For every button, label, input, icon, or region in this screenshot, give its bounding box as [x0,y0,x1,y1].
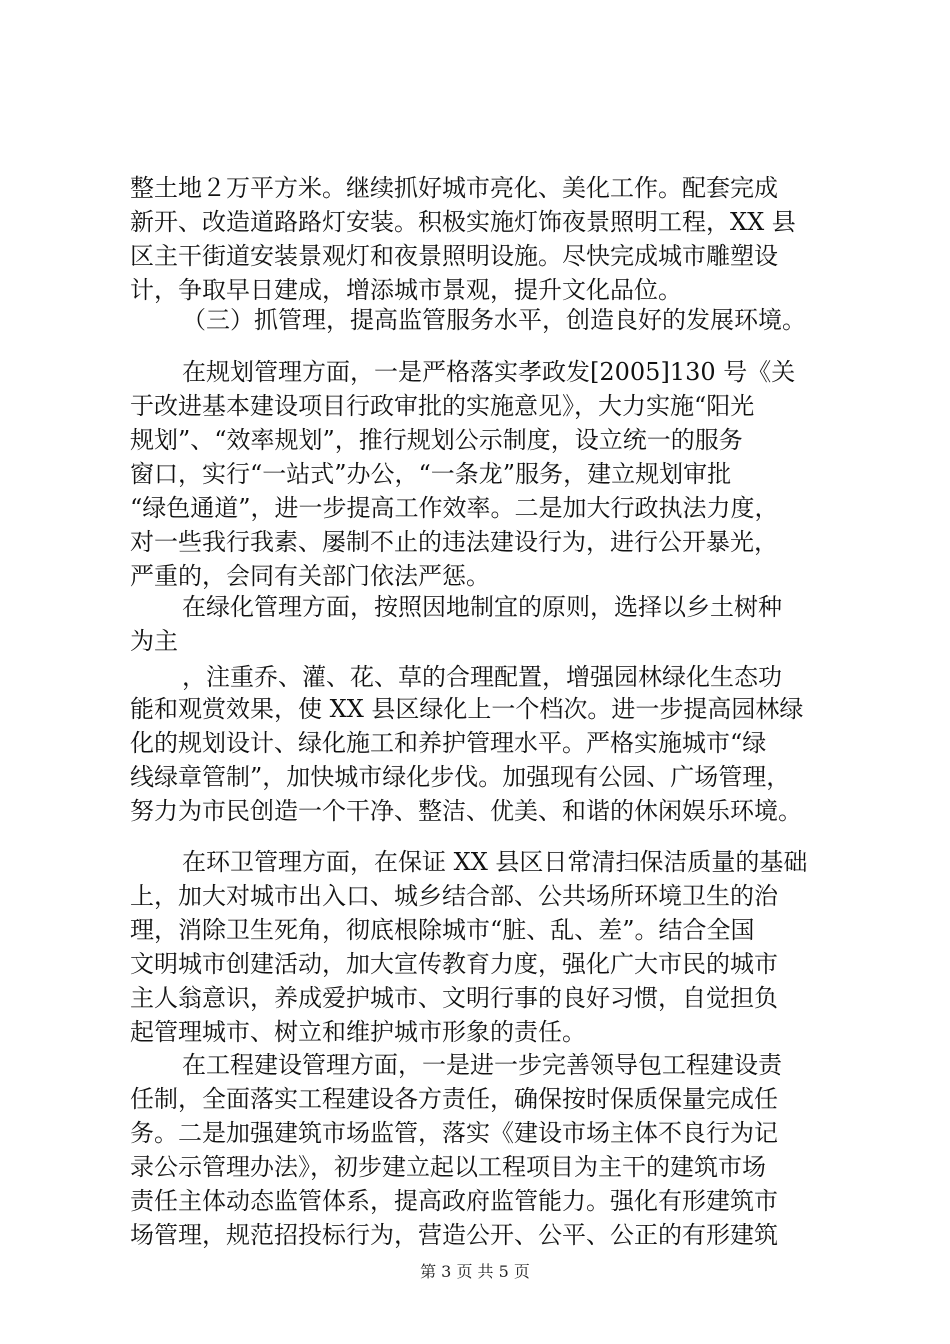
text-line: 于改进基本建设项目行政审批的实施意见》，大力实施“阳光 [130,392,755,420]
text-line: 整土地２万平方米。继续抓好城市亮化、美化工作。配套完成 [130,174,778,202]
text-line: 务。二是加强建筑市场监管，落实《建设市场主体不良行为记 [130,1119,778,1147]
text-line: 文明城市创建活动，加大宣传教育力度，强化广大市民的城市 [130,950,778,978]
text-line: 规划”、“效率规划”，推行规划公示制度，设立统一的服务 [130,426,743,454]
text-line: 线绿章管制”，加快城市绿化步伐。加强现有公园、广场管理， [130,763,791,791]
text-line: 责任主体动态监管体系，提高政府监管能力。强化有形建筑市 [130,1187,778,1215]
text-line: ，注重乔、灌、花、草的合理配置，增强园林绿化生态功 [182,663,782,691]
text-line: “绿色通道”，进一步提高工作效率。二是加大行政执法力度， [130,494,779,522]
text-line: 在环卫管理方面，在保证 XX 县区日常清扫保洁质量的基础 [182,848,808,876]
text-line: 窗口，实行“一站式”办公，“一条龙”服务，建立规划审批 [130,460,732,488]
text-line: 努力为市民创造一个干净、整洁、优美、和谐的休闲娱乐环境。 [130,797,802,825]
text-line: 区主干街道安装景观灯和夜景照明设施。尽快完成城市雕塑设 [130,242,778,270]
text-line: 起管理城市、树立和维护城市形象的责任。 [130,1018,586,1046]
text-line: 主人翁意识，养成爱护城市、文明行事的良好习惯，自觉担负 [130,984,778,1012]
text-line: 在规划管理方面，一是严格落实孝政发[2005]130 号《关 [182,358,796,386]
section-heading: （三）抓管理，提高监管服务水平，创造良好的发展环境。 [182,306,806,334]
text-line: 在绿化管理方面，按照因地制宜的原则，选择以乡土树种 [182,593,782,621]
text-line: 录公示管理办法》，初步建立起以工程项目为主干的建筑市场 [130,1153,766,1181]
page-footer-indicator: 第 3 页 共 5 页 [420,1262,530,1281]
text-line: 化的规划设计、绿化施工和养护管理水平。严格实施城市“绿 [130,729,767,757]
text-line: 对一些我行我素、屡制不止的违法建设行为，进行公开暴光， [130,528,778,556]
text-line: 严重的，会同有关部门依法严惩。 [130,562,490,590]
text-line: 场管理，规范招投标行为，营造公开、公平、公正的有形建筑 [130,1221,778,1249]
text-line: 能和观赏效果，使 XX 县区绿化上一个档次。进一步提高园林绿 [130,695,804,723]
text-line: 任制，全面落实工程建设各方责任，确保按时保质保量完成任 [130,1085,778,1113]
text-line: 理，消除卫生死角，彻底根除城市“脏、乱、差”。结合全国 [130,916,755,944]
text-line: 计，争取早日建成，增添城市景观，提升文化品位。 [130,276,682,304]
text-line: 新开、改造道路路灯安装。积极实施灯饰夜景照明工程，XX 县 [130,208,796,236]
text-line: 上，加大对城市出入口、城乡结合部、公共场所环境卫生的治 [130,882,778,910]
text-line: 在工程建设管理方面，一是进一步完善领导包工程建设责 [182,1051,782,1079]
text-line: 为主 [130,627,178,655]
